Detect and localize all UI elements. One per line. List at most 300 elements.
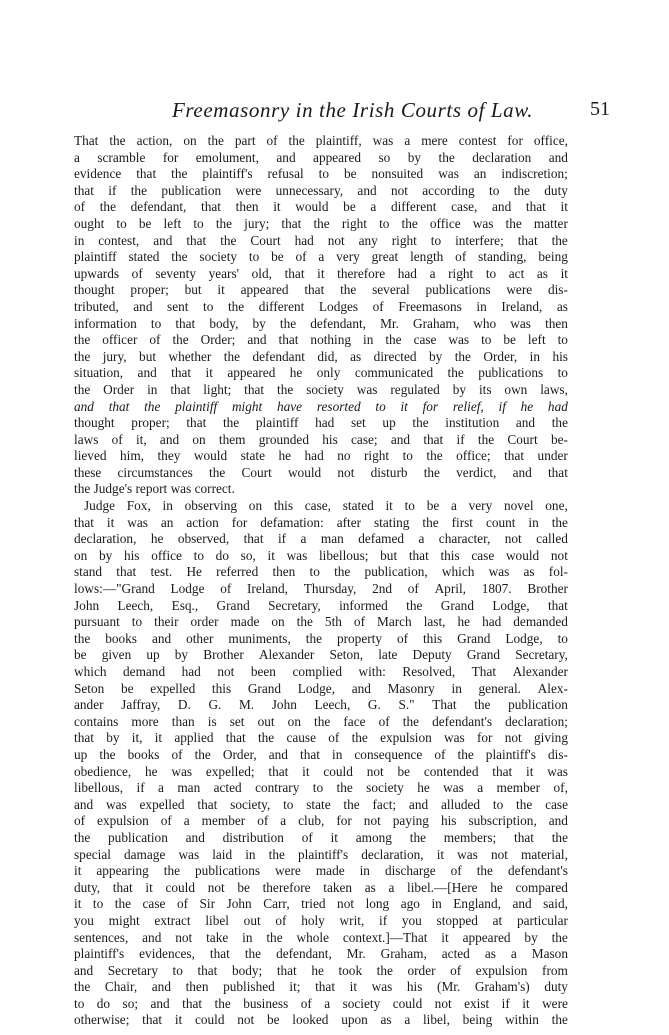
word: interfere; xyxy=(455,232,504,248)
word: a xyxy=(450,498,457,514)
word: that xyxy=(225,730,246,746)
word: publication xyxy=(161,182,222,198)
word: that xyxy=(504,448,525,464)
word: publication xyxy=(108,829,168,845)
word: Grand xyxy=(457,630,491,646)
word: libel xyxy=(205,912,229,928)
text-line xyxy=(74,332,568,349)
text-line xyxy=(74,233,568,250)
word: in xyxy=(529,348,541,364)
word: be xyxy=(343,199,356,215)
text-line xyxy=(74,963,568,980)
word: its xyxy=(478,381,492,397)
word: for xyxy=(336,813,352,829)
word: Leech, xyxy=(314,697,351,713)
word: therefore xyxy=(262,879,311,895)
word: that xyxy=(278,332,299,348)
word: been xyxy=(250,664,276,679)
word: by xyxy=(524,929,538,945)
word: applied xyxy=(174,730,214,746)
word: and xyxy=(74,796,94,812)
word: proper; xyxy=(130,282,169,298)
word: evidences, xyxy=(139,946,195,962)
text-line xyxy=(74,498,568,515)
word: to xyxy=(557,332,568,348)
word: Esq., xyxy=(171,597,199,613)
word: by xyxy=(428,348,443,364)
word: Ireland, xyxy=(501,298,543,314)
text-line xyxy=(74,515,568,532)
word: of xyxy=(160,813,172,829)
word: not xyxy=(434,995,452,1011)
word: the xyxy=(214,995,231,1011)
text-line xyxy=(74,399,568,416)
word: verdict, xyxy=(456,464,497,480)
word: standing, xyxy=(478,249,527,265)
word: that xyxy=(171,365,192,381)
word: it xyxy=(267,547,275,563)
word: this xyxy=(422,630,443,646)
word: had xyxy=(547,398,568,414)
word: Alexander xyxy=(258,647,315,663)
word: was xyxy=(178,846,200,862)
word: stand xyxy=(74,564,103,580)
word: plaintiff, xyxy=(315,133,362,148)
word: demanded xyxy=(513,614,568,630)
word: have xyxy=(276,398,303,414)
word: grounded xyxy=(258,431,309,447)
word: expelled xyxy=(139,796,185,812)
word: resorted xyxy=(316,398,361,414)
word: said, xyxy=(543,896,568,912)
word: the xyxy=(406,597,423,613)
word: in xyxy=(431,896,442,912)
word: the xyxy=(376,962,393,978)
word: a xyxy=(74,149,80,165)
word: to xyxy=(248,249,260,265)
word: defendant's xyxy=(507,863,568,879)
word: and xyxy=(153,232,173,248)
word: was xyxy=(448,332,470,348)
word: the xyxy=(172,332,189,348)
word: John xyxy=(74,597,100,613)
word: then xyxy=(545,315,568,331)
word: did, xyxy=(317,348,338,364)
word: case, xyxy=(304,498,331,514)
word: contended xyxy=(423,763,479,779)
word: on xyxy=(74,547,88,563)
word: that xyxy=(423,431,444,447)
word: society xyxy=(342,995,381,1011)
text-line xyxy=(74,913,568,930)
word: this xyxy=(211,680,232,696)
word: and xyxy=(276,149,296,165)
word: the xyxy=(227,298,245,314)
word: the xyxy=(336,780,353,796)
word: Order; xyxy=(200,332,236,348)
word: stating xyxy=(373,514,410,530)
word: G. xyxy=(367,697,381,713)
word: of xyxy=(353,614,365,630)
word: that xyxy=(74,182,94,198)
word: it xyxy=(436,846,445,862)
word: body; xyxy=(231,962,263,978)
word: Order, xyxy=(222,746,257,762)
word: his xyxy=(440,813,457,829)
word: novel xyxy=(504,498,534,514)
word: expelled xyxy=(150,680,196,696)
word: to xyxy=(150,315,162,331)
word: declaration; xyxy=(505,713,568,729)
word: you xyxy=(74,912,94,928)
text-line xyxy=(74,448,568,465)
word: very xyxy=(468,498,493,514)
word: last, xyxy=(423,614,446,630)
word: on xyxy=(287,713,301,729)
word: expulsion xyxy=(97,813,149,829)
word: was xyxy=(444,730,465,746)
word: was xyxy=(547,763,568,779)
word: jury; xyxy=(244,215,270,231)
word: refusal xyxy=(267,166,304,182)
word: to xyxy=(203,298,214,314)
word: unnecessary, xyxy=(275,182,344,198)
word: the xyxy=(144,398,161,414)
word: he xyxy=(520,398,534,414)
word: the xyxy=(447,365,464,381)
word: of xyxy=(295,249,307,265)
word: that xyxy=(547,464,568,480)
word: was xyxy=(371,979,393,995)
word: to xyxy=(481,332,492,348)
word: to xyxy=(172,962,183,978)
word: as xyxy=(364,879,376,895)
word: books xyxy=(105,630,137,646)
word: of xyxy=(74,199,86,215)
word: on xyxy=(271,614,285,630)
word: matter xyxy=(533,215,568,231)
word: man xyxy=(320,531,344,547)
word: it xyxy=(330,829,338,845)
word: for xyxy=(162,149,179,165)
word: a xyxy=(429,265,436,281)
text-line xyxy=(74,780,568,797)
word: state xyxy=(306,796,331,812)
word: set xyxy=(350,415,366,431)
word: that xyxy=(116,564,137,580)
word: be xyxy=(426,498,440,514)
word: tributed, xyxy=(74,298,119,314)
word: that xyxy=(136,166,157,182)
word: was xyxy=(286,547,308,563)
text-line xyxy=(74,299,568,316)
word: appeared xyxy=(240,282,289,298)
word: compared xyxy=(515,879,568,895)
word: Jaffray, xyxy=(121,697,161,713)
word: for xyxy=(422,398,439,414)
word: if xyxy=(108,182,117,198)
word: the xyxy=(551,1012,568,1028)
word: the xyxy=(385,332,402,348)
word: to xyxy=(131,614,143,630)
word: the xyxy=(277,381,294,397)
word: the xyxy=(114,896,132,912)
word: the xyxy=(340,282,357,298)
word: a xyxy=(158,780,164,796)
text-line xyxy=(74,979,568,996)
word: society xyxy=(366,780,404,796)
word: could xyxy=(323,763,353,779)
word: it xyxy=(74,863,82,879)
running-title: Freemasonry in the Irish Courts of Law. xyxy=(172,98,534,122)
word: that xyxy=(408,547,429,563)
text-line xyxy=(74,813,568,830)
page-number: 51 xyxy=(590,98,610,120)
word: that xyxy=(244,381,265,397)
word: report xyxy=(135,481,171,497)
word: his xyxy=(123,547,140,563)
word: character, xyxy=(438,531,491,547)
word: part xyxy=(234,133,256,148)
word: the xyxy=(130,182,147,198)
word: a xyxy=(510,946,517,962)
word: acted xyxy=(441,946,470,962)
word: defendant, xyxy=(276,946,332,962)
word: of xyxy=(407,581,419,597)
word: a xyxy=(280,813,287,829)
word: property xyxy=(336,630,382,646)
word: this xyxy=(273,498,294,514)
word: were xyxy=(542,995,568,1011)
word: that xyxy=(175,315,196,331)
word: it xyxy=(385,498,393,514)
word: Secretary, xyxy=(268,597,321,613)
word: complied xyxy=(292,664,342,679)
word: the xyxy=(438,149,455,165)
text-line xyxy=(74,697,568,714)
word: particular xyxy=(516,912,568,928)
word: not xyxy=(207,879,225,895)
word: and xyxy=(548,149,568,165)
word: was xyxy=(127,514,148,530)
word: then xyxy=(185,979,209,995)
text-line xyxy=(74,930,568,947)
word: then xyxy=(272,564,296,580)
word: sentences, xyxy=(74,929,129,945)
word: member xyxy=(496,780,541,796)
word: plaintiff xyxy=(255,415,299,431)
word: members; xyxy=(443,829,497,845)
word: Fox, xyxy=(126,498,151,514)
word: Judge xyxy=(84,498,116,514)
word: of xyxy=(328,730,340,746)
word: 2nd xyxy=(372,581,393,597)
word: as xyxy=(484,946,496,962)
word: contest xyxy=(458,133,497,148)
word: is xyxy=(207,713,217,729)
word: it xyxy=(74,896,82,912)
word: that xyxy=(284,265,305,281)
word: Graham's) xyxy=(474,979,530,995)
word: S." xyxy=(398,697,415,713)
word: not xyxy=(390,182,408,198)
body-text xyxy=(74,133,568,1029)
word: then xyxy=(235,199,259,215)
word: a xyxy=(404,133,411,148)
word: if xyxy=(277,531,287,547)
word: the xyxy=(222,415,240,431)
word: tried xyxy=(301,896,326,912)
word: and xyxy=(548,813,568,829)
word: light; xyxy=(203,381,232,397)
word: could xyxy=(392,995,423,1011)
text-line xyxy=(74,581,568,598)
word: upon xyxy=(341,1012,368,1028)
word: plaintiff xyxy=(175,398,218,414)
word: be xyxy=(271,249,284,265)
word: plaintiff's xyxy=(485,746,536,762)
word: count xyxy=(485,514,516,530)
word: his xyxy=(406,979,423,995)
word: whether xyxy=(168,348,212,364)
text-line xyxy=(74,631,568,648)
word: the xyxy=(343,796,360,812)
word: John xyxy=(271,697,297,713)
word: late xyxy=(378,647,398,663)
word: the xyxy=(163,863,181,879)
word: libel, xyxy=(422,1012,450,1028)
word: made xyxy=(315,863,345,879)
word: duty xyxy=(544,182,568,198)
word: the xyxy=(74,829,91,845)
word: the xyxy=(477,431,495,447)
word: appeared xyxy=(313,149,362,165)
word: the xyxy=(513,182,530,198)
word: in xyxy=(242,929,253,945)
word: Grand xyxy=(216,597,250,613)
word: the xyxy=(313,215,330,231)
word: duty, xyxy=(74,879,101,895)
word: was xyxy=(438,166,459,182)
word: the xyxy=(474,697,491,713)
word: Brother xyxy=(527,581,568,597)
word: might xyxy=(231,398,263,414)
word: institution xyxy=(445,415,500,431)
word: and xyxy=(142,929,162,945)
word: to xyxy=(74,995,85,1011)
word: years' xyxy=(208,265,240,281)
word: publication xyxy=(508,697,568,713)
word: to xyxy=(116,215,127,231)
word: the xyxy=(279,315,297,331)
text-line xyxy=(74,282,568,299)
word: not xyxy=(366,763,384,779)
word: and xyxy=(159,431,180,447)
word: very xyxy=(336,249,360,265)
word: that xyxy=(209,946,230,962)
word: a xyxy=(300,531,307,547)
word: plaintiff xyxy=(74,249,117,265)
word: that xyxy=(186,415,207,431)
word: Carr, xyxy=(263,896,290,912)
text-line xyxy=(74,747,568,764)
word: of xyxy=(372,298,384,314)
word: if xyxy=(379,912,388,928)
text-line xyxy=(74,830,568,847)
word: Leech, xyxy=(117,597,154,613)
word: upwards xyxy=(74,265,120,281)
word: man xyxy=(177,780,201,796)
word: appearing xyxy=(96,863,149,879)
word: plaintiff's xyxy=(74,946,125,962)
word: not xyxy=(237,1012,255,1028)
text-line xyxy=(74,266,568,283)
word: and xyxy=(512,464,532,480)
word: be xyxy=(74,647,87,663)
word: had xyxy=(315,415,335,431)
word: and xyxy=(268,746,288,762)
word: of xyxy=(74,813,86,829)
word: great xyxy=(371,249,399,265)
word: declaration, xyxy=(74,531,137,547)
text-line xyxy=(74,365,568,382)
word: to xyxy=(489,182,500,198)
word: to xyxy=(430,232,442,248)
word: publications xyxy=(478,365,544,381)
word: if xyxy=(136,780,145,796)
word: a xyxy=(418,531,425,547)
word: Graham, xyxy=(413,315,460,331)
word: so, xyxy=(240,547,256,563)
word: they xyxy=(157,448,181,464)
word: the xyxy=(171,249,188,265)
word: England, xyxy=(453,896,501,912)
word: would xyxy=(287,464,322,480)
word: distribution xyxy=(222,829,284,845)
word: society xyxy=(199,249,238,265)
word: up xyxy=(74,746,88,762)
word: Court xyxy=(507,431,538,447)
word: with: xyxy=(358,664,386,679)
word: that xyxy=(514,829,534,845)
word: the xyxy=(220,232,237,248)
word: right xyxy=(448,265,474,281)
word: of xyxy=(378,713,390,729)
word: that xyxy=(182,995,203,1011)
word: whole xyxy=(296,929,329,945)
word: that xyxy=(108,398,130,414)
word: declaration xyxy=(472,149,532,165)
word: appeared xyxy=(227,365,276,381)
word: of xyxy=(171,746,183,762)
word: defendant's xyxy=(432,713,493,729)
word: nothing xyxy=(310,332,352,348)
word: not xyxy=(504,730,522,746)
word: long xyxy=(365,896,390,912)
word: in xyxy=(528,514,539,530)
word: Thursday, xyxy=(303,581,357,597)
word: it xyxy=(154,730,163,746)
word: him, xyxy=(119,448,144,464)
text-line xyxy=(74,481,568,498)
word: the xyxy=(457,746,474,762)
word: Alexander xyxy=(512,664,568,679)
word: so; xyxy=(122,995,139,1011)
word: by xyxy=(106,730,120,746)
word: within xyxy=(504,1012,539,1028)
word: not xyxy=(490,846,508,862)
text-line xyxy=(74,432,568,449)
